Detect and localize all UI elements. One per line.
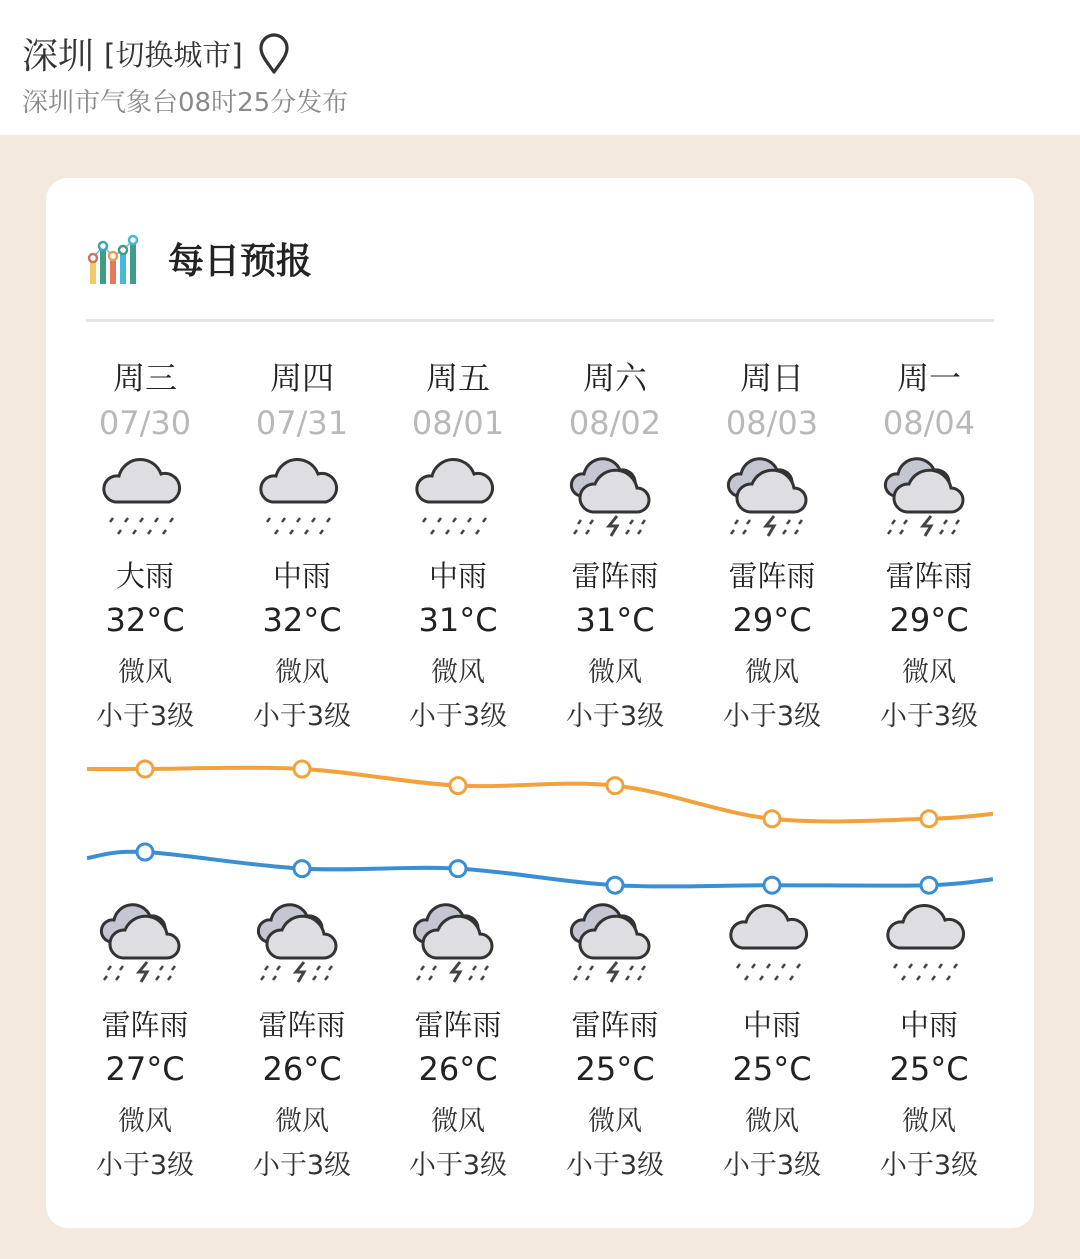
night-condition: 中雨 — [899, 1008, 958, 1042]
day-condition: 雷阵雨 — [571, 559, 659, 593]
day-wind-level: 小于3级 — [722, 701, 822, 732]
night-wind-level: 小于3级 — [722, 1150, 822, 1181]
day-label: 周四 — [269, 359, 334, 397]
night-wind: 微风 — [275, 1106, 329, 1137]
day-wind: 微风 — [902, 657, 956, 688]
thunderstorm-icon — [95, 896, 195, 986]
rain-icon — [408, 450, 508, 540]
rain-icon — [95, 450, 195, 540]
rain-icon — [722, 896, 822, 986]
city-row — [22, 28, 291, 79]
day-label: 周六 — [582, 359, 647, 397]
thunderstorm-icon — [722, 450, 822, 540]
high-temp: 32°C — [262, 601, 342, 639]
day-wind: 微风 — [118, 657, 172, 688]
low-temp: 25°C — [732, 1050, 812, 1088]
date-label: 08/01 — [411, 404, 505, 442]
night-condition: 雷阵雨 — [101, 1008, 189, 1042]
night-wind-level: 小于3级 — [408, 1150, 508, 1181]
low-temp-point — [450, 861, 466, 877]
night-condition: 雷阵雨 — [414, 1008, 502, 1042]
night-wind-level: 小于3级 — [252, 1150, 352, 1181]
low-temp: 25°C — [575, 1050, 655, 1088]
high-temp-point — [137, 761, 153, 777]
high-temp-line — [87, 768, 993, 822]
temperature-chart — [46, 738, 1034, 908]
day-label: 周日 — [739, 359, 804, 397]
low-temp: 27°C — [105, 1050, 185, 1088]
night-wind-level: 小于3级 — [879, 1150, 979, 1181]
high-temp-point — [607, 778, 623, 794]
low-temp-point — [607, 877, 623, 893]
night-condition: 雷阵雨 — [571, 1008, 659, 1042]
night-wind-level: 小于3级 — [565, 1150, 665, 1181]
forecast-columns — [46, 178, 1034, 1228]
thunderstorm-icon — [879, 450, 979, 540]
date-label: 08/04 — [882, 404, 976, 442]
low-temp-point — [921, 877, 937, 893]
high-temp-point — [764, 811, 780, 827]
date-label: 07/30 — [98, 404, 192, 442]
city-name: 深圳 — [22, 36, 95, 77]
day-wind: 微风 — [745, 657, 799, 688]
day-label: 周五 — [425, 359, 490, 397]
day-wind-level: 小于3级 — [408, 701, 508, 732]
high-temp: 31°C — [575, 601, 655, 639]
high-temp-point — [450, 778, 466, 794]
high-temp: 31°C — [418, 601, 498, 639]
publish-info: 深圳市气象台08时25分发布 — [22, 88, 349, 118]
day-wind-level: 小于3级 — [879, 701, 979, 732]
day-condition: 中雨 — [272, 559, 331, 593]
night-wind: 微风 — [902, 1106, 956, 1137]
high-temp-point — [294, 761, 310, 777]
day-wind: 微风 — [275, 657, 329, 688]
night-wind-level: 小于3级 — [95, 1150, 195, 1181]
daily-forecast-card — [46, 178, 1034, 1228]
card-title: 每日预报 — [168, 240, 313, 282]
switch-city-link[interactable]: [切换城市] — [104, 38, 243, 72]
day-wind-level: 小于3级 — [252, 701, 352, 732]
day-condition: 雷阵雨 — [728, 559, 816, 593]
rain-icon — [879, 896, 979, 986]
date-label: 08/03 — [725, 404, 819, 442]
night-wind: 微风 — [588, 1106, 642, 1137]
thunderstorm-icon — [408, 896, 508, 986]
low-temp: 26°C — [262, 1050, 342, 1088]
day-wind-level: 小于3级 — [565, 701, 665, 732]
night-condition: 中雨 — [742, 1008, 801, 1042]
low-temp-line — [87, 852, 993, 887]
thunderstorm-icon — [565, 896, 665, 986]
night-wind: 微风 — [431, 1106, 485, 1137]
high-temp: 32°C — [105, 601, 185, 639]
day-condition: 中雨 — [428, 559, 487, 593]
night-wind: 微风 — [745, 1106, 799, 1137]
high-temp: 29°C — [889, 601, 969, 639]
day-condition: 大雨 — [115, 559, 174, 593]
high-temp-point — [921, 811, 937, 827]
header — [0, 0, 1080, 135]
day-wind: 微风 — [431, 657, 485, 688]
day-condition: 雷阵雨 — [885, 559, 973, 593]
high-temp: 29°C — [732, 601, 812, 639]
day-label: 周三 — [112, 359, 177, 397]
low-temp: 26°C — [418, 1050, 498, 1088]
date-label: 08/02 — [568, 404, 662, 442]
night-wind: 微风 — [118, 1106, 172, 1137]
thunderstorm-icon — [252, 896, 352, 986]
night-condition: 雷阵雨 — [258, 1008, 346, 1042]
low-temp-point — [137, 844, 153, 860]
low-temp-point — [294, 861, 310, 877]
rain-icon — [252, 450, 352, 540]
date-label: 07/31 — [255, 404, 349, 442]
low-temp-point — [764, 877, 780, 893]
low-temp: 25°C — [889, 1050, 969, 1088]
day-label: 周一 — [896, 359, 961, 397]
location-pin-icon[interactable] — [257, 33, 291, 75]
day-wind: 微风 — [588, 657, 642, 688]
thunderstorm-icon — [565, 450, 665, 540]
day-wind-level: 小于3级 — [95, 701, 195, 732]
